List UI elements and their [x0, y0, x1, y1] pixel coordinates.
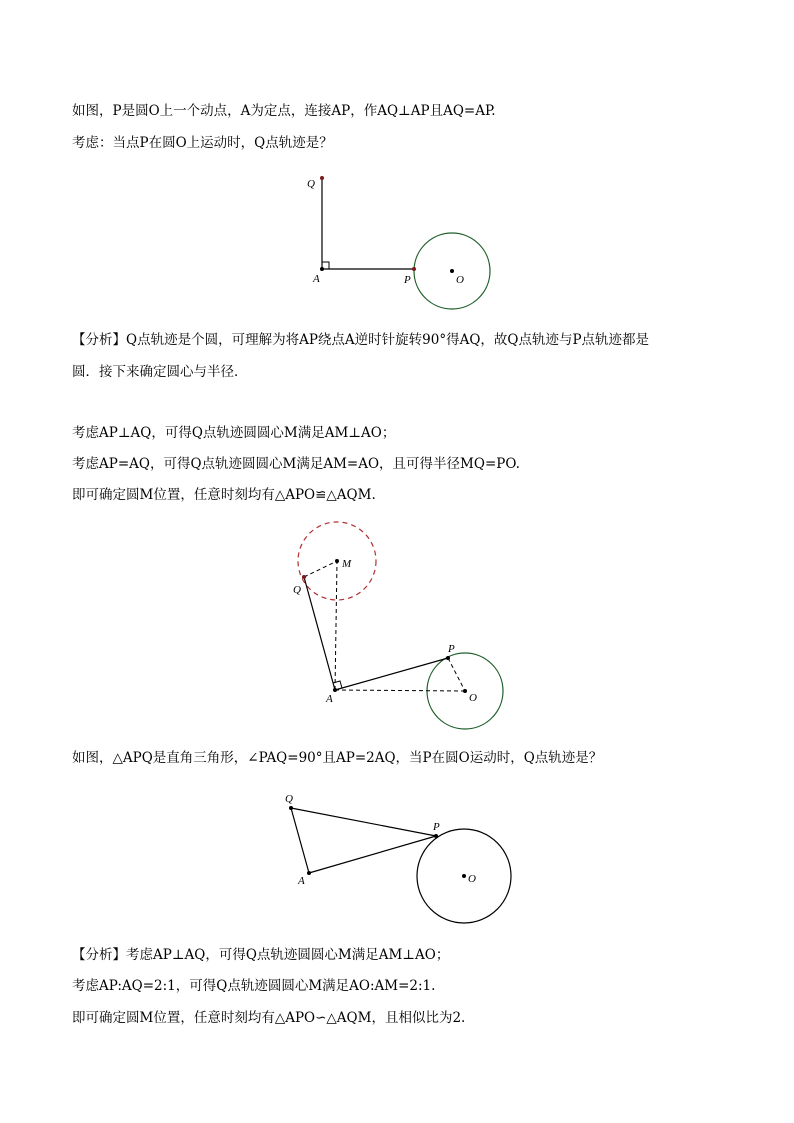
label-P: P [448, 643, 455, 655]
label-Q: Q [285, 793, 293, 805]
analysis-1-line-3: 考虑AP⊥AQ，可得Q点轨迹圆圆心M满足AM⊥AO； [72, 425, 396, 441]
analysis-1-line-5: 即可确定圆M位置，任意时刻均有△APO≌△AQM. [72, 487, 376, 503]
point-Q [289, 806, 293, 810]
point-A [307, 871, 311, 875]
point-O [462, 874, 466, 878]
figure-3-geometry [289, 806, 511, 923]
analysis-2-line-1: 【分析】考虑AP⊥AQ，可得Q点轨迹圆圆心M满足AM⊥AO； [72, 947, 450, 963]
analysis-1-line-4: 考虑AP=AQ，可得Q点轨迹圆圆心M满足AM=AO，且可得半径MQ=PO. [72, 456, 520, 472]
label-O: O [456, 274, 464, 286]
analysis-1-line-1: 【分析】Q点轨迹是个圆，可理解为将AP绕点A逆时针旋转90°得AQ，故Q点轨迹与P点轨迹都是 [72, 332, 650, 348]
segment-AP [309, 836, 436, 873]
label-P: P [433, 821, 440, 833]
label-A: A [313, 273, 320, 285]
segment-QP [291, 808, 436, 836]
analysis-2-line-2: 考虑AP:AQ=2:1，可得Q点轨迹圆圆心M满足AO:AM=2:1. [72, 978, 436, 994]
label-O: O [468, 873, 476, 885]
problem-2-statement: 如图，△APQ是直角三角形，∠PAQ=90°且AP=2AQ，当P在圆O运动时，Q点轨迹是？ [72, 750, 603, 766]
point-P [434, 834, 438, 838]
problem-1-statement: 如图，P是圆O上一个动点，A为定点，连接AP，作AQ⊥AP且AQ=AP. [72, 103, 496, 119]
segment-QA [291, 808, 309, 873]
label-Q: Q [293, 584, 301, 596]
problem-1-question: 考虑：当点P在圆O上运动时，Q点轨迹是？ [72, 135, 333, 151]
analysis-2-line-3: 即可确定圆M位置，任意时刻均有△APO∽△AQM，且相似比为2. [72, 1010, 466, 1026]
label-M: M [342, 558, 352, 570]
label-Q: Q [307, 178, 315, 190]
label-A: A [326, 693, 333, 705]
label-P: P [404, 274, 411, 286]
label-O: O [469, 692, 477, 704]
label-A: A [298, 875, 305, 887]
analysis-1-line-2: 圆．接下来确定圆心与半径． [72, 364, 248, 380]
